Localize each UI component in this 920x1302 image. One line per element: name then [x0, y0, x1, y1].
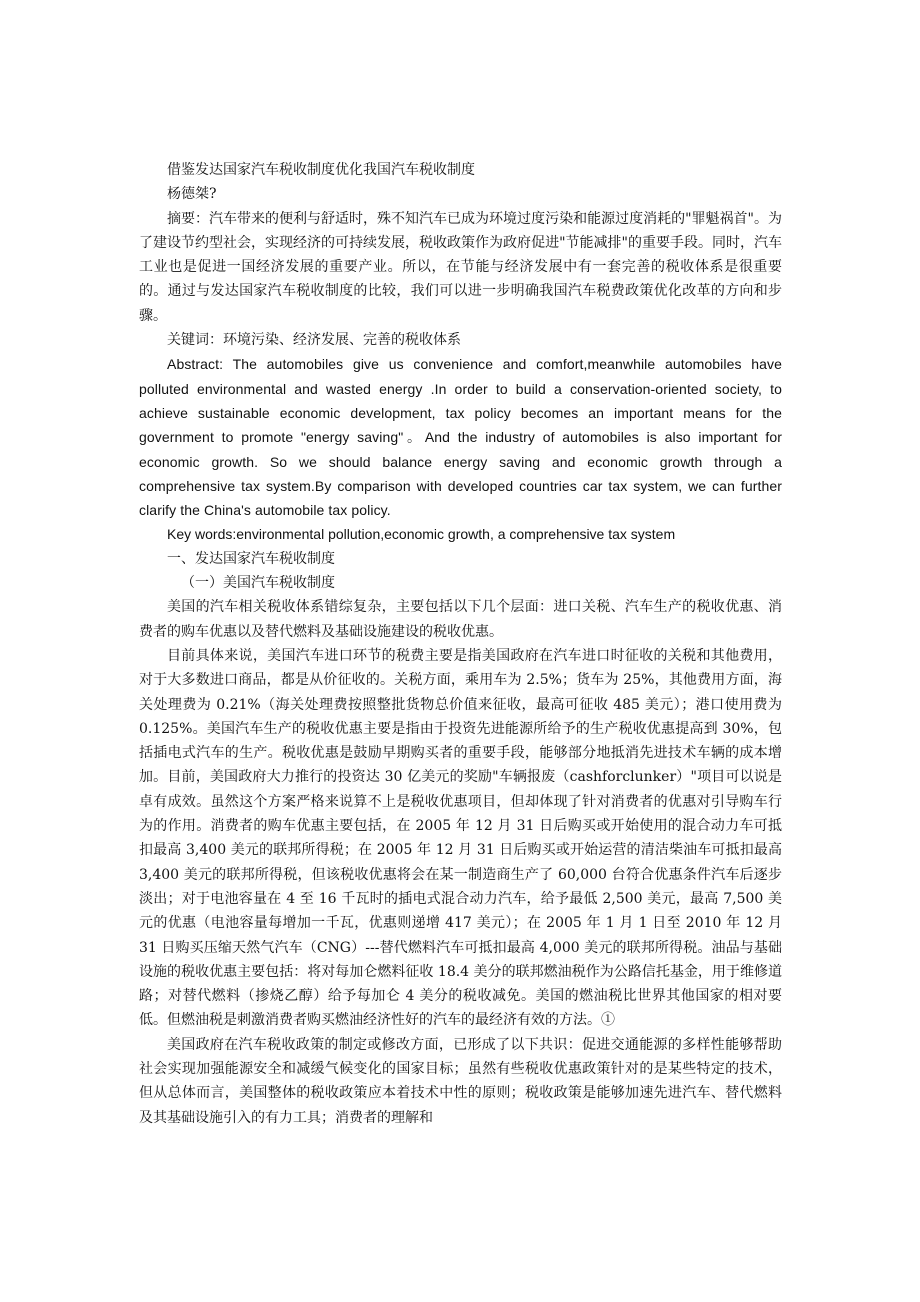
- document-page: [139, 158, 782, 1130]
- section-heading-1: 一、发达国家汽车税收制度: [167, 550, 335, 567]
- abstract-en: Abstract: The automobiles give us convenience and comfort,meanwhile automobiles have polluted environmental and wasted energy .In order to build a conservation-oriented society, to achieve sustainable economic development, tax policy becomes an important means for the government to promote "energy saving"。And the industry of automobiles is also important for economic growth. So we should balance energy saving and economic growth through a comprehensive tax system.By comparison with developed countries car tax system, we can further clarify the China's automobile tax policy.: [139, 356, 782, 519]
- keywords-cn: 关键词：环境污染、经济发展、完善的税收体系: [167, 332, 461, 349]
- abstract-cn: 摘要：汽车带来的便利与舒适时，殊不知汽车已成为环境过度污染和能源过度消耗的"罪魁祸首"。为了建设节约型社会，实现经济的可持续发展，税收政策作为政府促进"节能减排"的重要手段。同时，汽车工业也是促进一国经济发展的重要产业。所以，在节能与经济发展中有一套完善的税收体系是很重要的。通过与发达国家汽车税收制度的比较，我们可以进一步明确我国汽车税费政策优化改革的方向和步骤。: [139, 210, 782, 324]
- paragraph-2: 目前具体来说，美国汽车进口环节的税费主要是指美国政府在汽车进口时征收的关税和其他费用，对于大多数进口商品，都是从价征收的。关税方面，乘用车为 2.5%；货车为 25%，其他费用方面，海关处理费为 0.21%（海关处理费按照整批货物总价值来征收，最高可征收 485 美元）；港口使用费为 0.125%。美国汽车生产的税收优惠主要是指由于投资先进能源所给予的生产税收优惠提高到 30%，包括插电式汽车的生产。税收优惠是鼓励早期购买者的重要手段，能够部分地抵消先进技术车辆的成本增加。目前，美国政府大力推行的投资达 30 亿美元的奖励"车辆报废（cashforclunker）"项目可以说是卓有成效。虽然这个方案严格来说算不上是税收优惠项目，但却体现了针对消费者的优惠对引导购车行为的作用。消费者的购车优惠主要包括，在 2005 年 12 月 31 日后购买或开始使用的混合动力车可抵扣最高 3,400 美元的联邦所得税；在 2005 年 12 月 31 日后购买或开始运营的清洁柴油车可抵扣最高 3,400 美元的联邦所得税，但该税收优惠将会在某一制造商生产了 60,000 台符合优惠条件汽车后逐步淡出；对于电池容量在 4 至 16 千瓦时的插电式混合动力汽车，给予最低 2,500 美元，最高 7,500 美元的优惠（电池容量每增加一千瓦，优惠则递增 417 美元）；在 2005 年 1 月 1 日至 2010 年 12 月 31 日购买压缩天然气汽车（CNG）---替代燃料汽车可抵扣最高 4,000 美元的联邦所得税。油品与基础设施的税收优惠主要包括：将对每加仑燃料征收 18.4 美分的联邦燃油税作为公路信托基金，用于维修道路；对替代燃料（掺烧乙醇）给予每加仑 4 美分的税收减免。美国的燃油税比世界其他国家的相对要低。但燃油税是刺激消费者购买燃油经济性好的汽车的最经济有效的方法。①: [139, 647, 782, 1029]
- paragraph-1: 美国的汽车相关税收体系错综复杂，主要包括以下几个层面：进口关税、汽车生产的税收优惠、消费者的购车优惠以及替代燃料及基础设施建设的税收优惠。: [139, 599, 782, 640]
- doc-author: 杨德桀?: [167, 186, 217, 203]
- keywords-en: Key words:environmental pollution,economic growth, a comprehensive tax system: [167, 526, 676, 543]
- section-heading-1-1: （一）美国汽车税收制度: [181, 575, 335, 592]
- doc-title: 借鉴发达国家汽车税收制度优化我国汽车税收制度: [167, 162, 475, 178]
- paragraph-3: 美国政府在汽车税收政策的制定或修改方面，已形成了以下共识：促进交通能源的多样性能够帮助社会实现加强能源安全和减缓气候变化的国家目标；虽然有些税收优惠政策针对的是某些特定的技术，但从总体而言，美国整体的税收政策应本着技术中性的原则；税收政策是能够加速先进汽车、替代燃料及其基础设施引入的有力工具；消费者的理解和: [139, 1036, 782, 1126]
